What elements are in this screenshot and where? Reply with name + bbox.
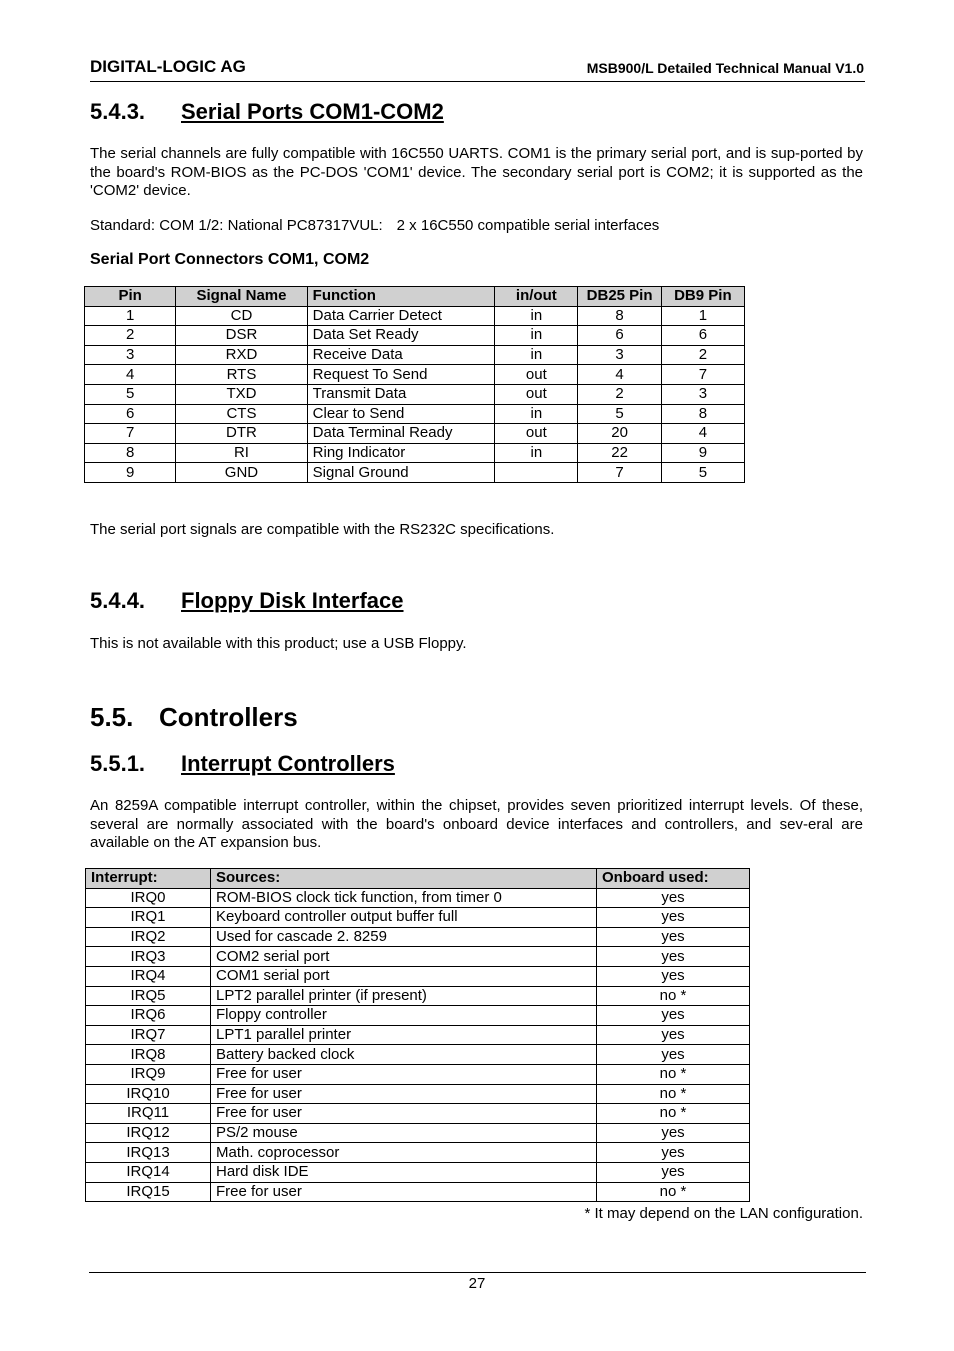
in-out-cell: out — [495, 424, 578, 444]
onboard-used-cell: no * — [597, 1182, 750, 1202]
onboard-used-cell: yes — [597, 908, 750, 928]
signal-name-cell: RXD — [176, 345, 307, 365]
sources-cell: LPT2 parallel printer (if present) — [211, 986, 597, 1006]
lan-footnote: * It may depend on the LAN configuration. — [584, 1205, 863, 1222]
table-row — [86, 1143, 750, 1163]
standard-value: 2 x 16C550 compatible serial interfaces — [396, 217, 660, 234]
interrupt-cell: IRQ15 — [86, 1182, 211, 1202]
onboard-used-cell: yes — [597, 1123, 750, 1143]
db9-pin-cell: 6 — [661, 326, 744, 346]
table-row — [86, 1025, 750, 1045]
sources-cell: Math. coprocessor — [211, 1143, 597, 1163]
interrupt-paragraph: An 8259A compatible interrupt controller, within the chipset, provides seven prioritized interrupt levels. Of these, several are normally associated with the board's onboard device interfaces and controllers, and sev-eral are available on the AT expansion bus. — [90, 797, 863, 851]
db9-pin-cell: 7 — [661, 365, 744, 385]
table-row — [86, 947, 750, 967]
sources-cell: PS/2 mouse — [211, 1123, 597, 1143]
in-out-cell: out — [495, 365, 578, 385]
db25-pin-cell: 3 — [578, 345, 661, 365]
db25-pin-cell: 4 — [578, 365, 661, 385]
in-out-cell: in — [495, 345, 578, 365]
table-row — [86, 966, 750, 986]
db25-pin-cell: 2 — [578, 384, 661, 404]
table-row — [86, 1006, 750, 1026]
interrupt-cell: IRQ3 — [86, 947, 211, 967]
function-cell: Receive Data — [307, 345, 495, 365]
rs232-note: The serial port signals are compatible with the RS232C specifications. — [90, 521, 555, 538]
signal-name-cell: GND — [176, 463, 307, 483]
pin-cell: 6 — [85, 404, 176, 424]
pin-cell: 5 — [85, 384, 176, 404]
section-number: 5.5.1. — [90, 751, 146, 776]
function-cell: Clear to Send — [307, 404, 495, 424]
onboard-used-cell: no * — [597, 1084, 750, 1104]
table-row — [86, 1123, 750, 1143]
page-header — [90, 57, 865, 82]
onboard-used-cell: yes — [597, 1143, 750, 1163]
signal-name-cell: CTS — [176, 404, 307, 424]
heading-interrupt-controllers — [90, 751, 395, 777]
db9-pin-cell: 2 — [661, 345, 744, 365]
pin-cell: 3 — [85, 345, 176, 365]
section-number: 5.5. — [90, 702, 134, 732]
db9-pin-cell: 9 — [661, 443, 744, 463]
sources-cell: Battery backed clock — [211, 1045, 597, 1065]
function-cell: Signal Ground — [307, 463, 495, 483]
in-out-cell: in — [495, 404, 578, 424]
onboard-used-cell: no * — [597, 1064, 750, 1084]
in-out-cell: in — [495, 326, 578, 346]
interrupt-cell: IRQ12 — [86, 1123, 211, 1143]
signal-name-cell: RTS — [176, 365, 307, 385]
onboard-used-cell: yes — [597, 947, 750, 967]
heading-serial-ports — [90, 99, 444, 125]
heading-floppy — [90, 588, 404, 614]
onboard-used-cell: yes — [597, 966, 750, 986]
db25-pin-cell: 22 — [578, 443, 661, 463]
interrupt-cell: IRQ10 — [86, 1084, 211, 1104]
interrupt-cell: IRQ6 — [86, 1006, 211, 1026]
table-row — [85, 463, 745, 483]
interrupt-cell: IRQ5 — [86, 986, 211, 1006]
col-onboard-used: Onboard used: — [597, 869, 750, 889]
table-row — [85, 365, 745, 385]
sources-cell: Keyboard controller output buffer full — [211, 908, 597, 928]
table-row — [86, 1064, 750, 1084]
table-row — [86, 927, 750, 947]
col-db25-pin: DB25 Pin — [578, 287, 661, 307]
db9-pin-cell: 1 — [661, 306, 744, 326]
db9-pin-cell: 4 — [661, 424, 744, 444]
table-row — [85, 384, 745, 404]
sources-cell: Free for user — [211, 1104, 597, 1124]
interrupt-cell: IRQ9 — [86, 1064, 211, 1084]
table-row — [86, 986, 750, 1006]
table-row — [86, 1045, 750, 1065]
function-cell: Request To Send — [307, 365, 495, 385]
in-out-cell: out — [495, 384, 578, 404]
db25-pin-cell: 7 — [578, 463, 661, 483]
sources-cell: Free for user — [211, 1064, 597, 1084]
db25-pin-cell: 5 — [578, 404, 661, 424]
table-row — [85, 424, 745, 444]
interrupt-cell: IRQ8 — [86, 1045, 211, 1065]
col-db9-pin: DB9 Pin — [661, 287, 744, 307]
interrupt-cell: IRQ1 — [86, 908, 211, 928]
function-cell: Data Carrier Detect — [307, 306, 495, 326]
db9-pin-cell: 8 — [661, 404, 744, 424]
onboard-used-cell: yes — [597, 1162, 750, 1182]
interrupt-cell: IRQ2 — [86, 927, 211, 947]
pin-cell: 2 — [85, 326, 176, 346]
signal-name-cell: DTR — [176, 424, 307, 444]
interrupt-cell: IRQ14 — [86, 1162, 211, 1182]
table-row — [86, 908, 750, 928]
section-title: Interrupt Controllers — [181, 751, 395, 776]
sources-cell: COM1 serial port — [211, 966, 597, 986]
col-in-out: in/out — [495, 287, 578, 307]
onboard-used-cell: no * — [597, 1104, 750, 1124]
db9-pin-cell: 5 — [661, 463, 744, 483]
db25-pin-cell: 6 — [578, 326, 661, 346]
in-out-cell — [495, 463, 578, 483]
onboard-used-cell: yes — [597, 1045, 750, 1065]
pin-cell: 8 — [85, 443, 176, 463]
interrupt-cell: IRQ11 — [86, 1104, 211, 1124]
table-row — [86, 888, 750, 908]
sources-cell: Hard disk IDE — [211, 1162, 597, 1182]
table-row — [85, 404, 745, 424]
sources-cell: Free for user — [211, 1182, 597, 1202]
function-cell: Data Terminal Ready — [307, 424, 495, 444]
floppy-paragraph: This is not available with this product; use a USB Floppy. — [90, 635, 467, 652]
function-cell: Ring Indicator — [307, 443, 495, 463]
sources-cell: Used for cascade 2. 8259 — [211, 927, 597, 947]
interrupt-cell: IRQ0 — [86, 888, 211, 908]
serial-connectors-subheading: Serial Port Connectors COM1, COM2 — [90, 251, 370, 268]
table-row — [85, 306, 745, 326]
function-cell: Data Set Ready — [307, 326, 495, 346]
sources-cell: Free for user — [211, 1084, 597, 1104]
table-row — [85, 443, 745, 463]
onboard-used-cell: yes — [597, 927, 750, 947]
footer-rule — [89, 1272, 866, 1273]
standard-label: Standard: COM 1/2: National PC87317VUL: — [90, 217, 383, 234]
serial-port-table — [84, 286, 745, 483]
sources-cell: COM2 serial port — [211, 947, 597, 967]
col-signal-name: Signal Name — [176, 287, 307, 307]
interrupt-cell: IRQ4 — [86, 966, 211, 986]
signal-name-cell: DSR — [176, 326, 307, 346]
table-row — [86, 1084, 750, 1104]
interrupt-table — [85, 868, 750, 1202]
table-row — [86, 1182, 750, 1202]
section-title: Controllers — [159, 702, 298, 732]
table-header-row — [85, 287, 745, 307]
onboard-used-cell: yes — [597, 1006, 750, 1026]
col-pin: Pin — [85, 287, 176, 307]
table-row — [86, 1104, 750, 1124]
heading-controllers — [90, 702, 298, 733]
function-cell: Transmit Data — [307, 384, 495, 404]
section-number: 5.4.4. — [90, 588, 146, 613]
company-name: DIGITAL-LOGIC AG — [90, 57, 246, 76]
section-title: Serial Ports COM1-COM2 — [181, 99, 444, 124]
sources-cell: LPT1 parallel printer — [211, 1025, 597, 1045]
section-title: Floppy Disk Interface — [181, 588, 404, 613]
onboard-used-cell: no * — [597, 986, 750, 1006]
signal-name-cell: TXD — [176, 384, 307, 404]
table-header-row — [86, 869, 750, 889]
sources-cell: Floppy controller — [211, 1006, 597, 1026]
table-row — [85, 326, 745, 346]
serial-ports-paragraph: The serial channels are fully compatible with 16C550 UARTS. COM1 is the primary serial port, and is sup-ported by the board's ROM-BIOS as the PC-DOS 'COM1' device. The secondary serial port is COM2; it is supported as the 'COM2' device. — [90, 145, 863, 199]
db25-pin-cell: 8 — [578, 306, 661, 326]
col-sources: Sources: — [211, 869, 597, 889]
signal-name-cell: CD — [176, 306, 307, 326]
manual-title: MSB900/L Detailed Technical Manual V1.0 — [586, 60, 864, 76]
sources-cell: ROM-BIOS clock tick function, from timer 0 — [211, 888, 597, 908]
signal-name-cell: RI — [176, 443, 307, 463]
onboard-used-cell: yes — [597, 1025, 750, 1045]
section-number: 5.4.3. — [90, 99, 146, 124]
pin-cell: 9 — [85, 463, 176, 483]
col-interrupt: Interrupt: — [86, 869, 211, 889]
in-out-cell: in — [495, 306, 578, 326]
table-row — [86, 1162, 750, 1182]
page-number: 27 — [468, 1275, 486, 1292]
pin-cell: 4 — [85, 365, 176, 385]
serial-standard-line — [90, 217, 659, 234]
interrupt-cell: IRQ13 — [86, 1143, 211, 1163]
interrupt-cell: IRQ7 — [86, 1025, 211, 1045]
onboard-used-cell: yes — [597, 888, 750, 908]
in-out-cell: in — [495, 443, 578, 463]
col-function: Function — [307, 287, 495, 307]
table-row — [85, 345, 745, 365]
pin-cell: 1 — [85, 306, 176, 326]
pin-cell: 7 — [85, 424, 176, 444]
db25-pin-cell: 20 — [578, 424, 661, 444]
db9-pin-cell: 3 — [661, 384, 744, 404]
